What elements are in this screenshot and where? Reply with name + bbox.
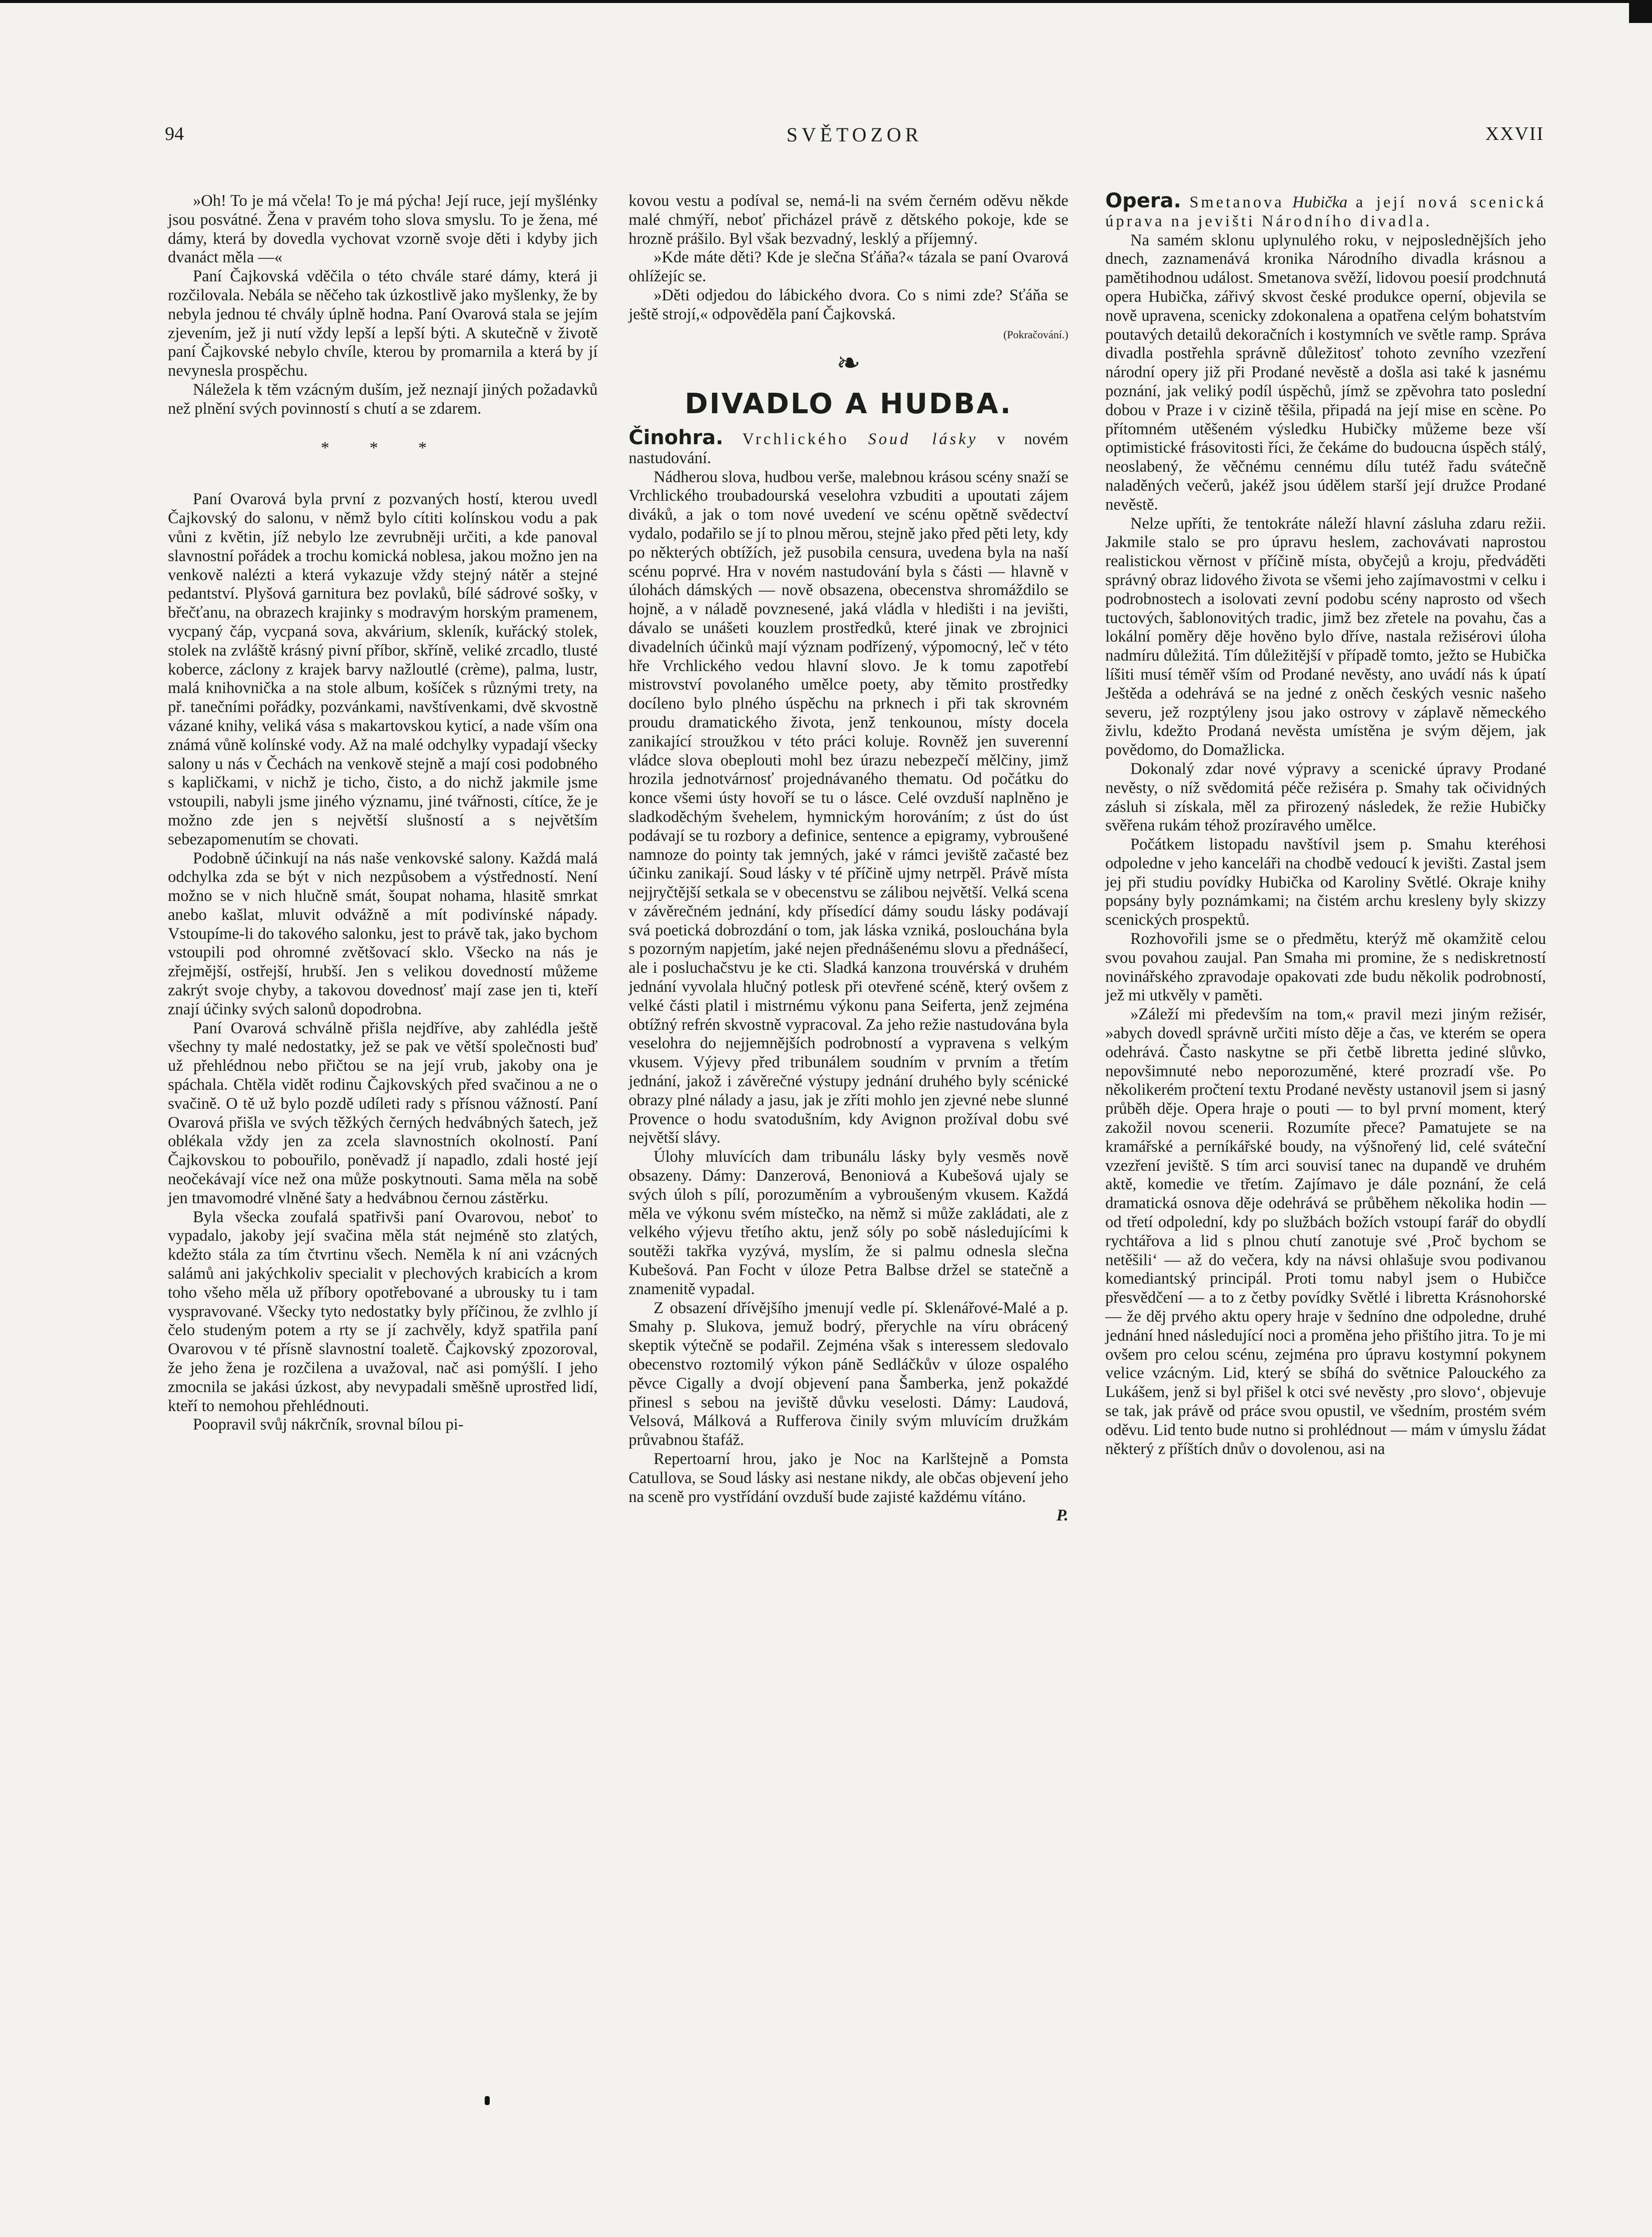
- paragraph: Paní Čajkovská vděčila o této chvále staré dámy, která ji rozčilovala. Nebála se něčeho tak úzkostlivě jako myšlenky, že by nebyla jednou té chvály úplně hodna. Paní Ovarová stala se jejím zjevením, jež ji nutí vždy lepší a lepší býti. A skutečně v životě paní Čajkovské nebylo chvíle, kterou by promarnila a která by jí nevynesla prospěchu.: [168, 267, 598, 380]
- page-header: [165, 123, 1544, 153]
- column-left: [168, 192, 598, 1435]
- paragraph: Úlohy mluvících dam tribunálu lásky byly vesměs nově obsazeny. Dámy: Danzerová, Benoniová a Kubešová ujaly se svých úloh s pílí, porozuměním a vybroušeným vkusem. Každá měla ve výkonu svém místečko, na němž si může zakládati, ale z velkého výjevu třetího aktu, jenž sóly po sobě následujícími k soutěži takřka vyzývá, myslím, že si palmu odnesla slečna Kubešová. Pan Focht v úloze Petra Balbse držel se statečně a znamenitě vypadal.: [629, 1148, 1068, 1298]
- paragraph: Na samém sklonu uplynulého roku, v nejposlednějších jeho dnech, zaznamenává kronika Národního divadla krásnou a pamětihodnou událost. Smetanova svěží, lidovou poesií prodchnutá opera Hubička, zářivý skvost české produkce operní, objevila se nově upravena, scenicky zdokonalena a opatřena celým bohatstvím poutavých detailů dekoračních i kostymních ve světle ramp. Správa divadla postřehla správně důležitosť tohoto zevního vzezření národní opery již při Prodané nevěstě a došla asi také k jasnému poznání, jak veliký podíl úspěchů, jímž se zpěvohra tato poslední dobou v Praze i v cizině těšila, připadá na její mise en scène. Po přítomném utěšeném výsledku Hubičky můžeme beze vší optimistické frásovitosti říci, že čekáme do budoucna úspěch stálý, neoslabený, že věčnému cennému dílu tutéž řadu svátečně naladěných večerů, jakéž jsou údělem starší její družce Prodané nevěstě.: [1105, 231, 1546, 514]
- drama-label: Činohra.: [629, 426, 724, 449]
- paragraph: »Děti odjedou do lábického dvora. Co s nimi zde? Sťáňa se ještě strojí,« odpověděla paní Čajkovská.: [629, 286, 1068, 323]
- continued-note: (Pokračování.): [1003, 328, 1068, 341]
- corner-mark: [1629, 0, 1652, 23]
- heading-rest: v novém nastudování.: [629, 430, 1068, 467]
- page-number: 94: [165, 123, 184, 144]
- paragraph: »Záleží mi především na tom,« pravil mezi jiným režisér, »abych dovedl správně určiti místo děje a čas, ve kterém se opera odehrává. Často naskytne se při četbě libretta jediné slůvko, nepovšimnuté nebo neporozuměné, které prozradí vše. Po několikerém pročtení textu Prodané nevěsty ustanovil jsem si jasný průběh děje. Opera hraje o pouti — to byl první moment, který zakožil novou scenerii. Rozumíte přece? Pamatujete se na kramářské a perníkářské boudy, na výšnořený lid, celé sváteční vzezření jeviště. S tím arci souvisí tanec na dupandě ve druhém aktě, komedie ve třetím. Zajímavo je dále poznání, že celá dramatická osnova děje odehrává se průběhem několika hodin — od třetí odpolední, kdy po službách božích vstoupí farář do obydlí rychtářova a lid s plnou chutí zanotuje své ‚Proč bychom se netěšili‘ — až do večera, kdy na návsi ohlašuje svou podivanou komediantský principál. Proti tomu nabyl jsem o Hubičce přesvědčení — a to z četby povídky Světlé i libretta Krásnohorské — že děj prvého aktu opery hraje v šedníno dne odpoledne, druhé jednání hned následující noci a proměna jeho přištího jitra. To je mi ovšem pro celou scénu, zejména pro úpravu kostymní pokynem velice vzácným. Lid, který se sbíhá do světnice Palouckého za Lukášem, jenž si byl přišel k otci své nevěsty ‚pro slovo‘, objevuje se tak, jak právě od práce svou opustil, ve všedním, prostém svém oděvu. Lid tento bude nutno si prohlédnout — mám v úmyslu žádat některý z příštích dnův o dovolenou, asi na: [1105, 1005, 1546, 1458]
- opera-heading: [1105, 189, 1547, 231]
- work-title: Soud lásky: [868, 430, 978, 448]
- column-right: [1105, 189, 1547, 1459]
- paragraph: »Kde máte děti? Kde je slečna Sťáňa?« tázala se paní Ovarová ohlížejíc se.: [629, 248, 1068, 286]
- paragraph: Rozhovořili jsme se o předmětu, kterýž mě okamžitě celou svou povahou zaujal. Pan Smaha mi promine, že s nediskretností novinářského zpravodaje opakovati zde budu několik podrobností, jež mi utkvěly v paměti.: [1105, 930, 1546, 1005]
- work-title: Hubička: [1292, 193, 1348, 211]
- heading-rest: a její nová scenická úprava na jevišti Národního divadla.: [1105, 193, 1547, 230]
- volume-number: XXVII: [1485, 123, 1544, 144]
- fleuron-ornament: ❧: [836, 347, 861, 380]
- paragraph: Byla všecka zoufalá spatřivši paní Ovarovou, neboť to vypadalo, jakoby její svačina měla stát nejméně sto zlatých, kdežto stála za tím čtvrtinu všech. Neměla k ní ani vzácných salámů ani jakýchkoliv specialit v plechových krabicích a krom toho všeho měla už příbory opotřebované a ubrousky tu i tam vyspravované. Všecky tyto nedostatky byly příčinou, že zvlhlo jí čelo studeným potem a rty se jí zachvěly, když spatřila paní Ovarovou v té přísně slavnostní toaletě. Čajkovský zpozoroval, že jeho žena je rozčilena a uvažoval, nač asi pomýšlí. I jeho zmocnila se jakási úzkost, aby nevypadali směšně uprostřed lidí, kteří to nemohou přehlédnouti.: [168, 1208, 598, 1415]
- section-separator-stars: * * *: [321, 438, 445, 457]
- paragraph: Nádherou slova, hudbou verše, malebnou krásou scény snaží se Vrchlického troubadourská veselohra vzbuditi a upoutati zájem diváků, a jak o tom nové uvedení ve scénu opětně svědectví vydalo, podařilo se jí to plnou měrou, stejně jako před pěti lety, kdy po některých obtížích, jež pusobila censura, uvedena byla na naší scénu poprvé. Hra v novém nastudování byla s části — hlavně v úlohách dámských — nově obsazena, obecenstva shromáždilo se hojně, a v náladě povznesené, jaká vládla v hledišti i na jevišti, dávalo se unášeti kouzlem prostředků, které jinak ve zbrojnici divadelních účinků mají význam podřízený, výpomocný, leč v této hře Vrchlického vedou hlavní slovo. Je k tomu zapotřebí mistrovství povolaného umělce poety, aby těmito prostředky docíleno bylo plného úspěchu na prknech i při tak skrovném proudu dramatického života, jenž tenkounou, místy docela zanikající stroužkou v této práci koluje. Rovněž jen suverenní vládce slova obeplouti mohl bez úrazu nebezpečí mělčiny, jimž hrozila jednotvárnosť projednávaného thematu. Od počátku do konce všemi ústy hovoří se tu o lásce. Celé ovzduší naplněno je sladkoděchým švehelem, hymnickým horováním; z úst do úst podávají se tu rozbory a definice, sentence a epigramy, vybroušené namnoze do pointy tak jemných, jaké v rámci jeviště začasté bez účinku zanikají. Soud lásky v té příčině ujmy netrpěl. Právě místa nejjryčtější setkala se v obecenstvu se zálibou největší. Velká scena v závěrečném jednání, kdy přísedící dámy soudu lásky podávají svá poetická dobrozdání o tom, jak láska vzniká, poslouchána byla s pozorným napjetím, jaké nejen přednášenému slovu a přednášecí, ale i posluchačstvu je ke cti. Sladká kanzona trouvérská v druhém jednání vyvolala hlučný potlesk při otevřené scéně, který ovšem z velké části platil i mistrnému výkonu pana Seiferta, jenž zejména obtížný refrén skvostně vypracoval. Za jeho režie nastudována byla veselohra do nejjemnějších podrobností a vypravena s velkým vkusem. Výjevy před tribunálem soudním v prvním a třetím jednání, jakož i závěrečné výstupy jednání druhého byly scénické obrazy plné nálady a jasu, jak je zříti mohlo jen zjevné nebe slunné Provence o hodu svatodušním, kdy Avignon prožíval dobu své největší slávy.: [629, 468, 1068, 1147]
- paragraph: Repertoarní hrou, jako je Noc na Karlštejně a Pomsta Catullova, se Soud lásky asi nestane nikdy, ale občas objevení jeho na sceně pro vystřídání ovzduší bude zajisté každému vítáno.: [629, 1450, 1068, 1506]
- opera-label: Opera.: [1105, 189, 1181, 212]
- column-middle: [629, 192, 1068, 1525]
- paragraph: »Oh! To je má včela! To je má pýcha! Její ruce, její myšlénky jsou posvátné. Žena v pravém toho slova smyslu. To je žena, mé dámy, která by dovedla vychovat vzorně svoje děti i kdyby jich dvanáct měla —«: [168, 192, 598, 267]
- paragraph: Počátkem listopadu navštívil jsem p. Smahu kteréhosi odpoledne v jeho kanceláři na chodbě vedoucí k jevišti. Zastal jsem jej při studiu povídky Hubička od Karoliny Světlé. Okraje knihy popsány byly poznámkami; na čistém archu kresleny byly skizzy scenických prospektů.: [1105, 835, 1546, 929]
- author-name: Smetanova: [1189, 193, 1284, 211]
- paragraph: Náležela k těm vzácným duším, jež neznají jiných požadavků než plnění svých povinností s chutí a se zdarem.: [168, 380, 598, 418]
- paragraph: Dokonalý zdar nové výpravy a scenické úpravy Prodané nevěsty, o níž svědomitá péče režiséra p. Smahy tak očividných zásluh si získala, měl za přirozený následek, že režie Hubičky svěřena rukám téhož prozíravého umělce.: [1105, 759, 1546, 835]
- top-border-line: [0, 0, 1652, 3]
- masthead: SVĚTOZOR: [786, 123, 923, 146]
- paragraph: Z obsazení dřívějšího jmenují vedle pí. Sklenářové-Malé a p. Smahy p. Slukova, jemuž bodrý, přerychle na víru obrácený skeptik výtečně se podařil. Zejména však s interessem sledovalo obecenstvo roztomilý výkon páně Sedláčkův v úloze ospalého pěvce Cigally a dvojí objevení pana Šamberka, jenž pokaždé přinesl s sebou na jeviště důvku veselosti. Dámy: Laudová, Velsová, Málková a Rufferova činily svým mluvícím družkám průvabnou štafáž.: [629, 1299, 1068, 1450]
- signature: P.: [1056, 1506, 1068, 1525]
- signature-line: [629, 1506, 1068, 1525]
- paragraph: Paní Ovarová byla první z pozvaných hostí, kterou uvedl Čajkovský do salonu, v němž bylo cítiti kolínskou vodu a pak vůni z květin, jíž nebylo lze zevrubněji určiti, a kde panoval slavnostní pořádek a trochu komická noblesa, jakou možno jen na venkově nalézti a která vykazuje vždy stejný nátěr a stejné pedantství. Plyšová garnitura bez povlaků, bílé sádrové sošky, v břečťanu, na obrazech krajinky s modravým horským pramenem, vycpaný čáp, vycpaná sova, akvárium, skleník, kuřácký stolek, stolek na zvláště krásný pivní příbor, skříně, veliké zrcadlo, tlusté koberce, záclony z krajek barvy nažloutlé (crème), palma, lustr, malá knihovnička a na stole album, košíček s různými trety, na př. tanečními pořádky, pozvánkami, navštívenkami, dvě skvostně vázané knihy, veliká vása s makartovskou kyticí, a nade vším ona známá vůně kolínské vody. Až na malé odchylky vypadají všecky salony u nás v Čechách na venkově stejně a mají cosi podobného s kapličkami, v nichž je ticho, čisto, a do nichž jakmile jsme vstoupili, nabyli jsme jiného významu, jiné tvářnosti, cítíce, že je možno zde jen s největší slušností a s největším sebezapomenutím se chovati.: [168, 490, 598, 848]
- author-name: Vrchlického: [742, 430, 849, 448]
- drama-heading: [629, 426, 1068, 468]
- paragraph: Paní Ovarová schválně přišla nejdříve, aby zahlédla ještě všechny ty malé nedostatky, jež se pak ve větší společnosti buď už přehlédnou nebo přičtou se na její vrub, jakoby ona je spáchala. Chtěla vidět rodinu Čajkovských před svačinou a ne o svačině. O tě už bylo pozdě udíleti rady s přísnou vážností. Paní Ovarová přišla ve svých těžkých černých hedvábných šatech, jež oblékala vždy jen za zcela slavnostních okolností. Paní Čajkovskou to pobouřilo, poněvadž jí napadlo, zdali hosté její neočekávají více než ona může poskytnouti. Sama měla na sobě jen tmavomodré vlněné šaty a hedvábnou černou zástěrku.: [168, 1019, 598, 1207]
- paragraph: Poopravil svůj nákrčník, srovnal bílou pi-: [193, 1416, 464, 1434]
- paragraph: Podobně účinkují na nás naše venkovské salony. Každá malá odchylka zda se být v nich nezpůsobem a výstředností. Není možno se v nich hlučně smát, šoupat nohama, hlasitě smrkat anebo kašlat, mluvit odvážně a mít podivínské nápady. Vstoupíme-li do takového salonku, jest to právě tak, jako bychom vstoupili pod ohromné zvětšovací sklo. Všecko na nás je zřejmější, ostřejší, hrubší. Jen s velikou dovedností můžeme zakrýt svoje chyby, a takovou dovednosť mají zase jen ti, kteří znají účinky svých salonů dopodrobna.: [168, 849, 598, 1018]
- section-title: DIVADLO A HUDBA.: [685, 388, 1012, 421]
- paragraph: kovou vestu a podíval se, nemá-li na svém černém oděvu někde malé chmýří, neboť přicházel právě z dětského pokoje, kde se hrozně prášilo. Byl však bezvadný, lesklý a příjemný.: [629, 192, 1068, 248]
- ink-spot: [485, 2096, 490, 2105]
- paragraph: Nelze upříti, že tentokráte náleží hlavní zásluha zdaru režii. Jakmile stalo se pro úpravu heslem, zachovávati naprostou realistickou věrnost v příčině místa, obyčejů a kroju, předváděti správný obraz lidového života se všemi jeho zajímavostmi v celku i podrobnostech a isolovati zevní podobu scény naprosto od všech tuctových, šablonovitých tradic, jimž bez zřetele na povahu, čas a lokální poměry děje hověno bylo dříve, nastala režisérovi úloha nadmíru důležitá. Tím důležitější v případě tomto, ježto se Hubička líšiti musí téměř vším od Prodané nevěsty, ano uvádí nás k úpatí Ještěda a odehrává se na jedné z oněch českých vesnic našeho severu, jež rozptýleny jsou jako ostrovy v záplavě německého živlu, kdežto Prodaná nevěsta umístěna je svým dějem, jak povědomo, do Domažlicka.: [1105, 514, 1546, 759]
